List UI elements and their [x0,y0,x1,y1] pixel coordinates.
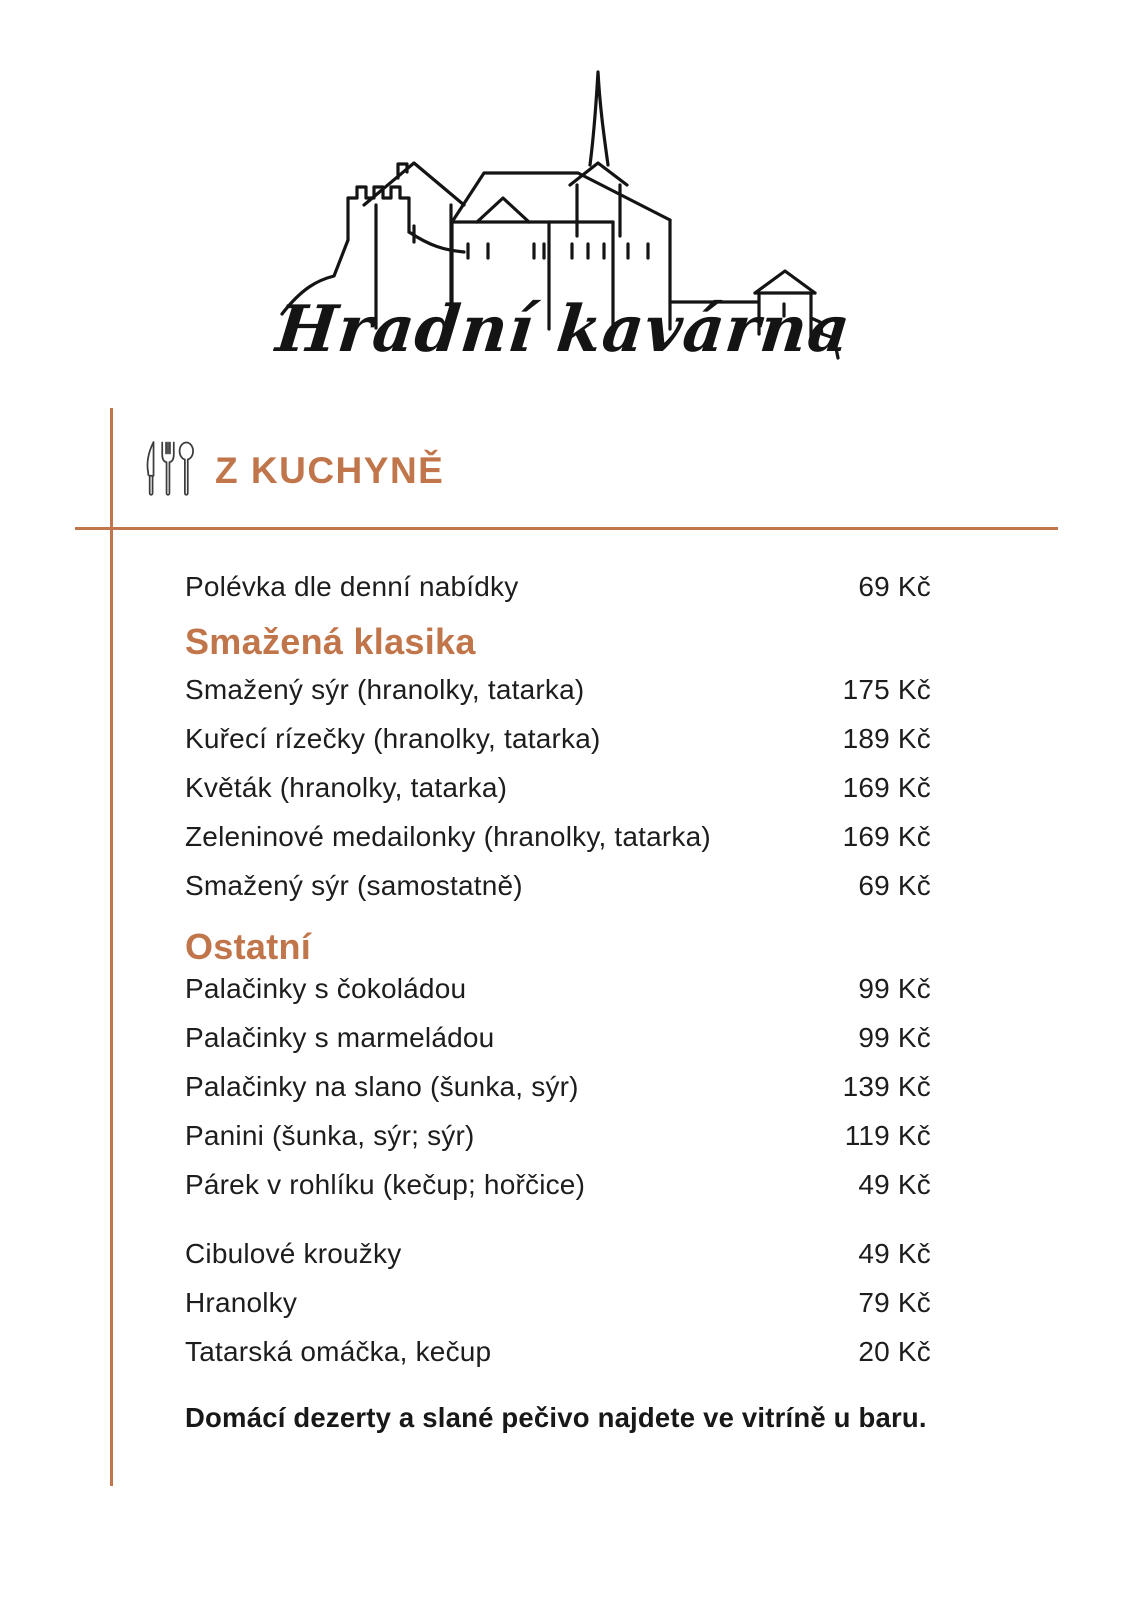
menu-item [185,972,931,1006]
brand-title: Hradní kavárna [272,292,855,367]
menu-item [185,1168,931,1202]
menu-item-name: Tatarská omáčka, kečup [185,1336,492,1367]
vertical-accent-rule [110,408,113,1486]
menu-item [185,1070,931,1104]
menu-item-name: Kuřecí rízečky (hranolky, tatarka) [185,723,601,754]
menu-item [185,1021,931,1055]
menu-item-price: 69 Kč [858,571,931,602]
kitchen-section-header [141,438,444,503]
menu-list [185,570,931,1434]
menu-item-price: 99 Kč [858,1022,931,1053]
menu-item-name: Párek v rohlíku (kečup; hořčice) [185,1169,586,1200]
menu-item [185,1286,931,1320]
group-heading-smazena-klasika: Smažená klasika [185,621,476,662]
menu-extras [185,1237,931,1369]
kitchen-section-title: Z KUCHYNĚ [215,449,445,491]
menu-item-name: Smažený sýr (hranolky, tatarka) [185,674,585,705]
menu-item-price: 49 Kč [858,1169,931,1200]
menu-item [185,869,931,903]
menu-item [185,673,931,707]
menu-item-price: 79 Kč [858,1287,931,1318]
menu-item-price: 139 Kč [842,1071,931,1102]
menu-item [185,771,931,805]
menu-item-price: 169 Kč [842,821,931,852]
group-heading-ostatni: Ostatní [185,926,312,967]
menu-item-name: Palačinky na slano (šunka, sýr) [185,1071,579,1102]
menu-item-price: 175 Kč [842,674,931,705]
menu-item-name: Cibulové kroužky [185,1238,402,1269]
menu-item-name: Květák (hranolky, tatarka) [185,772,508,803]
menu-item-price: 189 Kč [842,723,931,754]
menu-item-name: Palačinky s marmeládou [185,1022,495,1053]
menu-item [185,1335,931,1369]
menu-item-price: 99 Kč [858,973,931,1004]
menu-item-name: Smažený sýr (samostatně) [185,870,523,901]
menu-item-name: Polévka dle denní nabídky [185,571,519,602]
menu-item-name: Zeleninové medailonky (hranolky, tatarka) [185,821,711,852]
menu-item-name: Panini (šunka, sýr; sýr) [185,1120,475,1151]
menu-item-name: Hranolky [185,1287,298,1318]
menu-item-price: 20 Kč [858,1336,931,1367]
menu-item-price: 169 Kč [842,772,931,803]
menu-item-price: 49 Kč [858,1238,931,1269]
menu-item [185,820,931,854]
cutlery-icon [141,438,195,503]
menu-item-price: 119 Kč [844,1120,931,1151]
menu-footer-note: Domácí dezerty a slané pečivo najdete ve vitríně u baru. [185,1402,927,1433]
menu-item [185,722,931,756]
horizontal-accent-rule [75,527,1058,530]
menu-item [185,1119,931,1153]
menu-item [185,1237,931,1271]
menu-item-name: Palačinky s čokoládou [185,973,467,1004]
menu-item-price: 69 Kč [858,870,931,901]
menu-item [185,570,931,604]
